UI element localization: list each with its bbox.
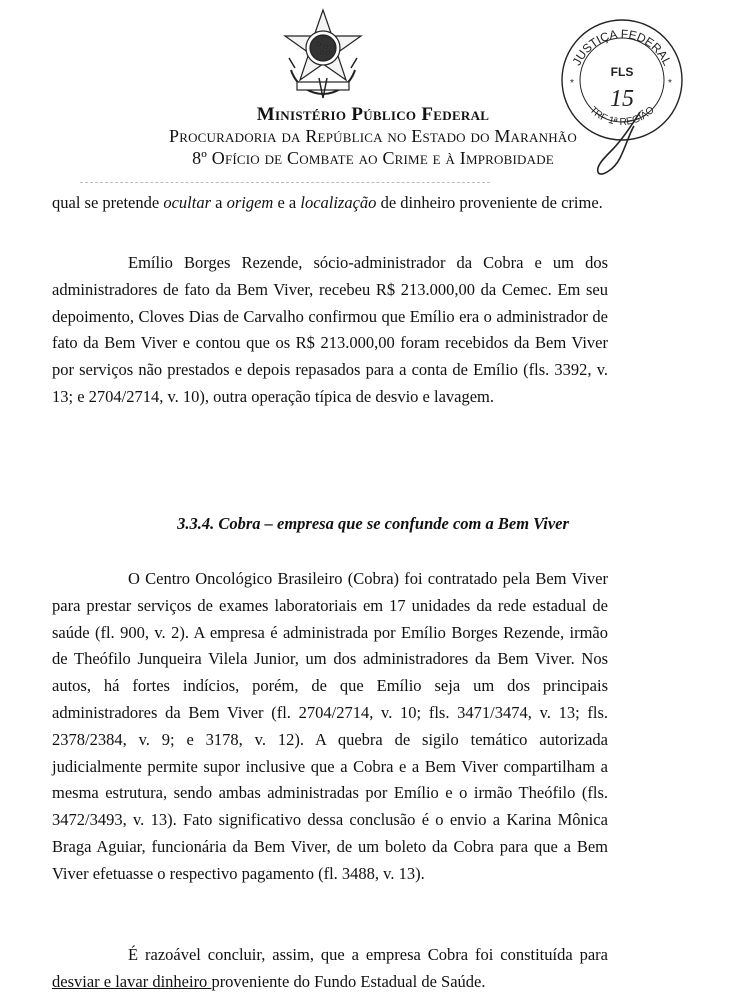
paragraph-1: qual se pretende ocultar a origem e a localização de dinheiro proveniente de crime. <box>52 193 603 212</box>
section-title: 3.3.4. Cobra – empresa que se confunde com a Bem Viver <box>177 514 569 533</box>
stamp-page-number: 15 <box>610 86 634 112</box>
paragraph-3: O Centro Oncológico Brasileiro (Cobra) foi contratado pela Bem Viver para prestar serviços de exames laboratoriais em 17 unidades da rede estadual de saúde (fl. 900, v. 2). A empresa é administrada por Emílio Borges Rezende, irmão de Theófilo Junqueira Vilela Junior, um dos administradores da Bem Viver. Nos autos, há fortes indícios, porém, de que Emílio seja um dos principais administradores da Bem Viver (fl. 2704/2714, v. 10; fls. 3471/3474, v. 13; fls. 2378/2384, v. 9; e 3178, v. 12). A quebra de sigilo temático autorizada judicialmente permite supor inclusive que a Cobra e a Bem Viver compartilham a mesma estrutura, sendo ambas administradas por Emílio e o irmão Theófilo (fls. 3472/3493, v. 13). Fato significativo dessa conclusão é o envio a Karina Mônica Braga Aguiar, funcionária da Bem Viver, de um boleto da Cobra para que a Bem Viver efetuasse o respectivo pagamento (fl. 3488, v. 13). <box>52 569 608 883</box>
paragraph-2: Emílio Borges Rezende, sócio-administrador da Cobra e um dos administradores de fato da Bem Viver, recebeu R$ 213.000,00 da Cemec. Em seu depoimento, Cloves Dias de Carvalho confirmou que Emílio era o administrador de fato da Bem Viver e contou que os R$ 213.000,00 foram recebidos da Bem Viver por serviços não prestados e depois repasados para a conta de Emílio (fls. 3392, v. 13; e 2704/2714, v. 10), outra operação típica de desvio e lavagem. <box>52 253 608 406</box>
coat-of-arms-icon <box>277 8 369 100</box>
header-ministry: Ministério Público Federal <box>256 104 490 125</box>
stamp-ring-text-bottom: TRF 1ª REGIÃO <box>587 104 657 128</box>
header-office: 8º Ofício de Combate ao Crime e à Improbidade <box>192 148 554 168</box>
stamp-ring-text: JUSTIÇA FEDERAL <box>569 26 675 68</box>
header-procuradoria: Procuradoria da República no Estado do Maranhão <box>169 126 577 146</box>
stamp-label: FLS <box>610 65 634 79</box>
svg-text:*: * <box>668 78 672 89</box>
paragraph-4: É razoável concluir, assim, que a empresa Cobra foi constituída para desviar e lavar dinheiro proveniente do Fundo Estadual de Saúde. <box>52 945 608 991</box>
signature-mark <box>590 108 650 178</box>
svg-text:*: * <box>570 78 574 89</box>
separator-line <box>80 182 490 185</box>
